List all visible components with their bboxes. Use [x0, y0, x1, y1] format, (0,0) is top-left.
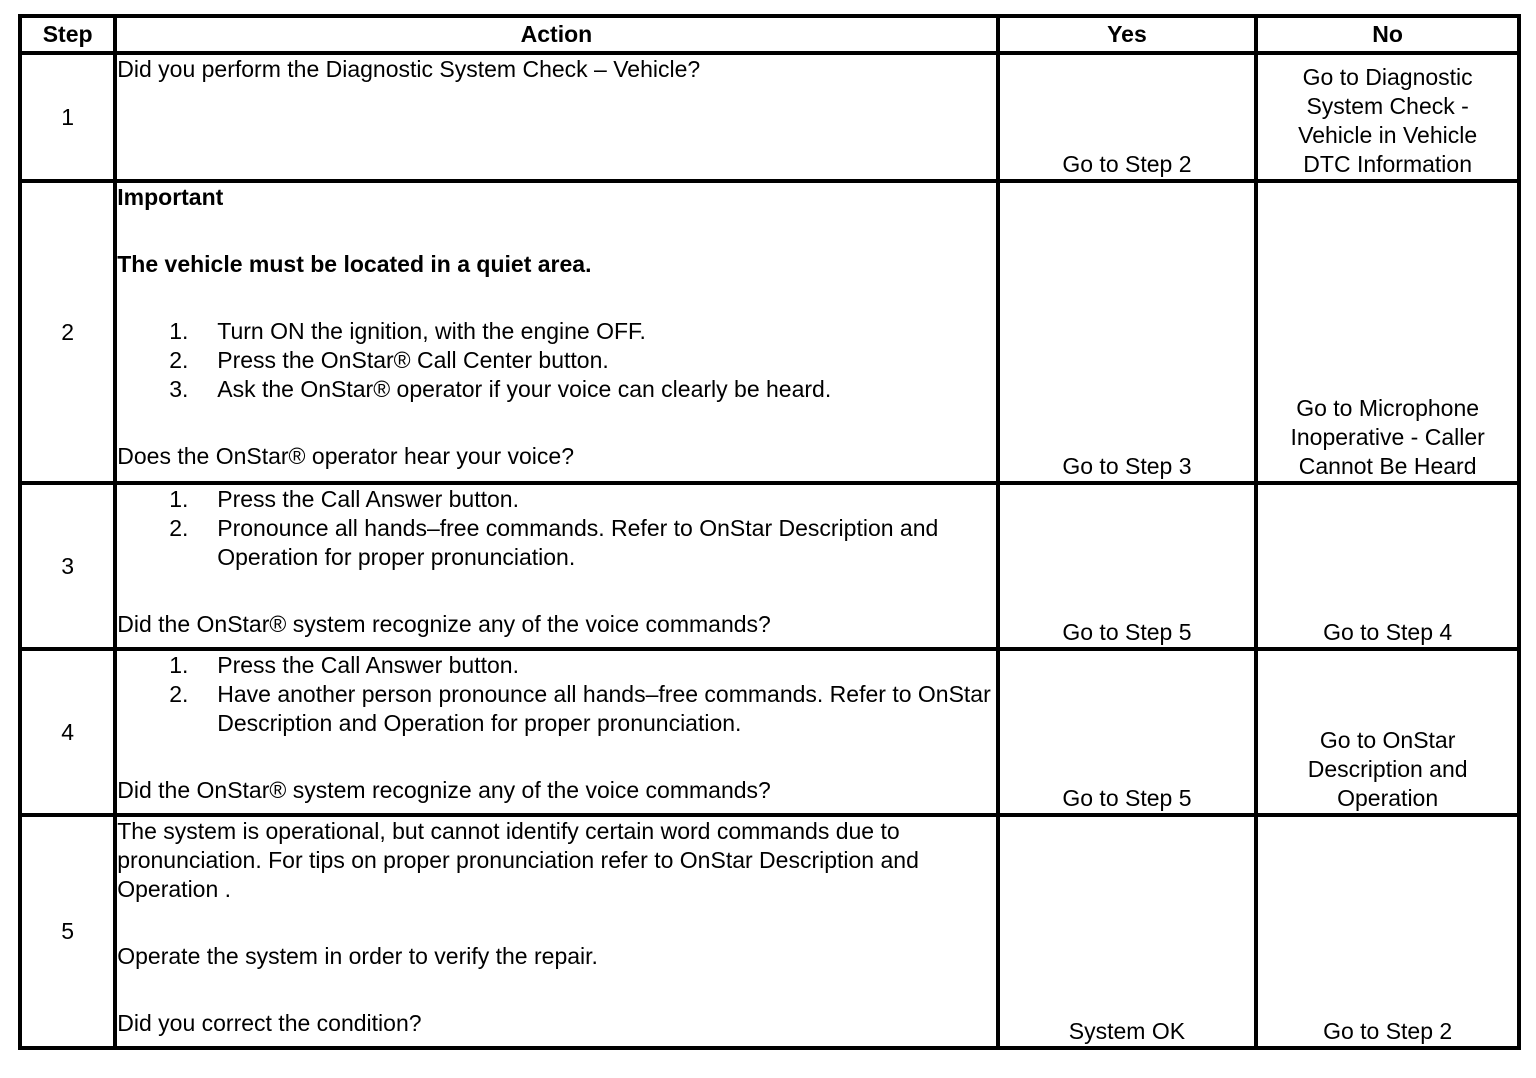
question-text: Does the OnStar® operator hear your voice?: [117, 443, 574, 469]
action-cell: [115, 815, 997, 1048]
substep-list: [117, 651, 995, 738]
step-number: 4: [20, 649, 115, 815]
no-result: [1256, 181, 1519, 483]
substep-list: [117, 485, 995, 572]
table-row: [20, 815, 1519, 1048]
question-text: Did the OnStar® system recognize any of the voice commands?: [117, 777, 771, 803]
step-number: 1: [20, 53, 115, 181]
list-item: 1. Press the Call Answer button.: [169, 652, 519, 678]
list-item: 2. Press the OnStar® Call Center button.: [169, 347, 609, 373]
table-row: [20, 649, 1519, 815]
no-line: Operation: [1337, 785, 1439, 811]
table-row: [20, 53, 1519, 181]
step-number: 5: [20, 815, 115, 1048]
paragraph-text: The system is operational, but cannot identify certain word commands due to pronunciation. For tips on proper pronunciation refer to OnStar Description and Operation .: [117, 818, 919, 902]
no-line: Go to Diagnostic: [1302, 64, 1473, 90]
no-line: Go to OnStar: [1319, 727, 1456, 753]
action-cell: [115, 649, 997, 815]
list-item: 2. Have another person pronounce all hands–free commands. Refer to OnStar Description and Operation for proper pronunciation.: [169, 681, 991, 736]
no-line: DTC Information: [1303, 151, 1472, 177]
important-label: Important: [117, 184, 224, 210]
action-cell: [115, 483, 997, 649]
no-result: [1256, 53, 1519, 181]
no-line: Go to Step 4: [1323, 619, 1453, 645]
no-result: [1256, 649, 1519, 815]
no-result: [1256, 815, 1519, 1048]
yes-result: Go to Step 2: [998, 53, 1257, 181]
step-number: 3: [20, 483, 115, 649]
no-line: Description and: [1307, 756, 1468, 782]
substep-list: [117, 317, 995, 404]
table-row: [20, 483, 1519, 649]
no-line: Cannot Be Heard: [1298, 453, 1477, 479]
no-line: Vehicle in Vehicle: [1298, 122, 1478, 148]
table-row: [20, 181, 1519, 483]
diagnostic-table: [18, 14, 1521, 1050]
no-line: System Check -: [1306, 93, 1469, 119]
yes-result: Go to Step 3: [998, 181, 1257, 483]
yes-result: System OK: [998, 815, 1257, 1048]
no-line: Inoperative - Caller: [1290, 424, 1485, 450]
no-line: Go to Step 2: [1323, 1018, 1453, 1044]
yes-result: Go to Step 5: [998, 483, 1257, 649]
list-item: 2. Pronounce all hands–free commands. Refer to OnStar Description and Operation for proper pronunciation.: [169, 515, 939, 570]
action-cell: [115, 53, 997, 181]
question-text: Did you correct the condition?: [117, 1010, 422, 1036]
yes-result: Go to Step 5: [998, 649, 1257, 815]
no-result: [1256, 483, 1519, 649]
header-row: [20, 16, 1519, 53]
list-item: 1. Press the Call Answer button.: [169, 486, 519, 512]
no-line: Go to Microphone: [1296, 395, 1480, 421]
header-step: Step: [20, 16, 115, 53]
action-cell: [115, 181, 997, 483]
important-text: The vehicle must be located in a quiet area.: [117, 251, 592, 277]
question-text: Did you perform the Diagnostic System Check – Vehicle?: [117, 56, 701, 82]
list-item: 1. Turn ON the ignition, with the engine OFF.: [169, 318, 646, 344]
list-item: 3. Ask the OnStar® operator if your voice can clearly be heard.: [169, 376, 832, 402]
header-yes: Yes: [998, 16, 1257, 53]
question-text: Did the OnStar® system recognize any of the voice commands?: [117, 611, 771, 637]
paragraph-text: Operate the system in order to verify the repair.: [117, 943, 598, 969]
step-number: 2: [20, 181, 115, 483]
header-no: No: [1256, 16, 1519, 53]
header-action: Action: [115, 16, 997, 53]
